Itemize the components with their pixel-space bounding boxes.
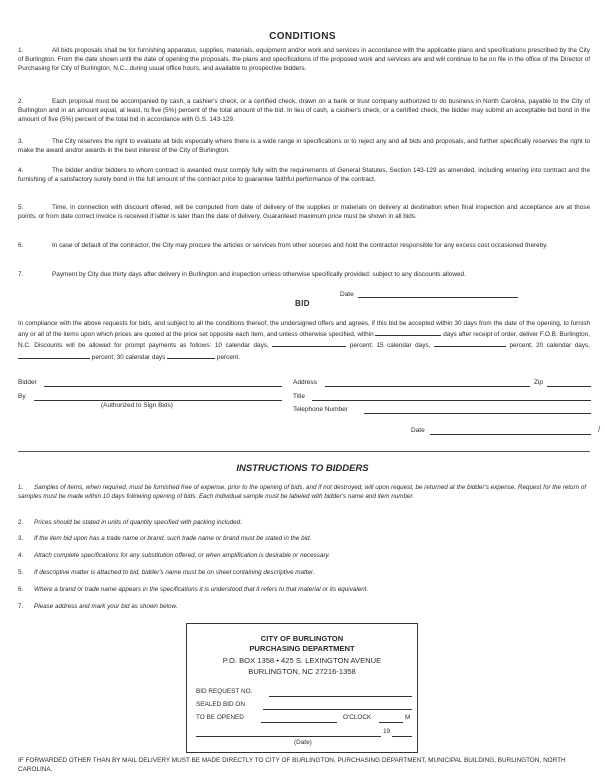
instruction-item-7: 7. Please address and mark your bid as shown below. — [18, 603, 178, 610]
oclock-label: O'CLOCK — [343, 714, 372, 721]
box-department: PURCHASING DEPARTMENT — [249, 644, 355, 653]
authorized-caption: (Authorized to Sign Bids) — [101, 402, 173, 409]
sealed-bid-label: SEALED BID ON — [196, 701, 246, 708]
instruction-item-2: 2. Prices should be stated in units of quantity specified with packing included. — [18, 519, 242, 526]
condition-item-6: 6. In case of default of the contractor, the City may procure the articles or services from other sources and hold the contractor responsible for any excess cost occasioned thereby. — [18, 242, 548, 249]
opened-date-field[interactable] — [261, 722, 337, 723]
discount-15-field[interactable] — [434, 339, 506, 347]
footer-notice: IF FORWARDED OTHER THAN BY MAIL DELIVERY MUST BE MADE DIRECTLY TO CITY OF BURLINGTON, PURCHASING DEPARTMENT, MUNICIPAL BUILDING, BURLINGTON, NORTH CAROLINA. — [18, 757, 566, 773]
bid-date-label-2: Date — [411, 427, 425, 434]
instructions-title: INSTRUCTIONS TO BIDDERS — [236, 463, 369, 474]
instruction-item-6: 6. Where a brand or trade name appears in the specifications it is understood that it refers to that material or its equivalent. — [18, 586, 369, 593]
margin-mark: / — [598, 425, 601, 434]
date-caption: (Date) — [294, 739, 312, 746]
title-label: Title — [293, 393, 306, 400]
conditions-title: CONDITIONS — [269, 31, 336, 42]
m-label: M — [405, 714, 411, 721]
delivery-days-field[interactable] — [375, 328, 441, 336]
year-field[interactable] — [392, 736, 412, 737]
year-label: 19 — [383, 728, 391, 735]
condition-item-7: 7. Payment by City due thirty days after delivery in Burlington and inspection unless otherwise specifically provided: subject to any discounts allowed. — [18, 271, 466, 278]
title-field[interactable] — [312, 400, 591, 401]
telephone-field[interactable] — [364, 413, 591, 414]
by-label: By — [18, 393, 26, 400]
bid-request-label: BID REQUEST NO. — [196, 688, 253, 695]
telephone-label: Telephone Number — [293, 406, 348, 413]
instruction-item-5: 5. If descriptive matter is attached to bid, bidder's name must be on sheet containing descriptive matter. — [18, 569, 315, 576]
condition-item-3: 3. The City reserves the right to evaluate all bids especially where there is a wide range in specifications or to reject any and all bids and proposals, and further specifically reserves the right to make the award and/or awards in the best interest of the City of Burlington. — [18, 138, 590, 155]
address-field[interactable] — [325, 386, 530, 387]
instruction-item-4: 4. Attach complete specifications for any substitution offered, or when amplification is desirable or necessary. — [18, 552, 330, 559]
bidder-label: Bidder — [18, 379, 37, 386]
bidder-field[interactable] — [44, 386, 282, 387]
bid-date-field-2[interactable] — [430, 434, 591, 435]
condition-item-4: 4. The bidder and/or bidders to whom contract is awarded must comply fully with the requirements of General Statutes, Section 143-129 as amended, including entering into contract and the furnishing of a satisfactory surety bond in the full amount of the contract price to guarantee faithful performance of the contract. — [18, 167, 590, 184]
condition-item-2: 2. Each proposal must be accompanied by cash, a cashier's check, or a certified check, drawn on a bank or trust company authorized to do business in North Carolina, payable to the City of Burlington and in an amount equal, at least, to five (5%) percent of the total amount of the bid. In lieu of cash, a cashier's check, or a certified check, the bidder may submit an acceptable bid bond in the amount of five (5%) percent of the total bid in accordance with G.S. 143-129. — [18, 98, 590, 124]
instruction-item-3: 3. If the item bid upon has a trade name or brand, such trade name or brand must be stated in the bid. — [18, 535, 312, 542]
address-label: Address — [293, 379, 317, 386]
instruction-item-1: 1. Samples of items, when required, must be furnished free of expense, prior to the opening of bids, and if not destroyed, will upon request, be returned at the bidder's expense. Request for the return of samples must be made within 10 days following opening of bids. Each individual sample must be labeled with bidder's name and item number. — [18, 484, 587, 500]
mailing-label-box — [186, 623, 418, 753]
oclock-field[interactable] — [379, 722, 403, 723]
zip-label: Zip — [534, 379, 544, 386]
bid-request-field[interactable] — [269, 696, 412, 697]
date-field[interactable] — [196, 736, 381, 737]
bid-date-field[interactable] — [358, 297, 518, 298]
bid-intro: In compliance with the above requests for bids, and subject to all the conditions thereof, the undersigned offers and agrees, if this bid be accepted within 30 days from the date of the opening, to furnish any or all of the items upon which prices are quoted at the price set opposite each item, and unless otherwise specified, within days after receipt of order, deliver F.O.B. Burlington, N.C. Discounts will be allowed for prompt payments as follows: 10 calendar days, percent; 15 calendar days, percent; 20 calendar days, percent; 30 calendar days percent. — [18, 320, 591, 361]
box-city-name: CITY OF BURLINGTON — [260, 634, 344, 643]
condition-item-1: 1. All bids proposals shall be for furnishing apparatus, supplies, materials, equipment and/or work and services in accordance with the applicable plans and specifications prescribed by the City of Burlington. From the date shown until the date of opening the proposals, the plans and specifications of the proposed work and services are and will continue to be on file in the office of the Director of Purchasing for City of Burlington, N.C., during usual office hours, and available to prospective bidders. — [18, 47, 590, 73]
section-divider — [18, 451, 590, 452]
zip-field[interactable] — [547, 386, 591, 387]
discount-30-field[interactable] — [167, 351, 215, 359]
box-city-state-zip: BURLINGTON, NC 27216-1358 — [248, 667, 356, 676]
bid-date-label: Date — [340, 291, 354, 298]
box-po-box: P.O. BOX 1358 • 425 S. LEXINGTON AVENUE — [222, 656, 382, 665]
sealed-bid-field[interactable] — [263, 709, 412, 710]
discount-20-field[interactable] — [18, 351, 90, 359]
to-be-opened-label: TO BE OPENED — [196, 714, 244, 721]
condition-item-5: 5. Time, in connection with discount offered, will be computed from date of delivery of the supplies or materials on delivery at destination when final inspection and acceptance are at those points, or from date correct invoice is received if latter is later than the date of delivery. Guaranteed maximum price must be shown in all bids. — [18, 204, 590, 221]
discount-10-field[interactable] — [272, 339, 346, 347]
bid-title: BID — [295, 299, 310, 308]
